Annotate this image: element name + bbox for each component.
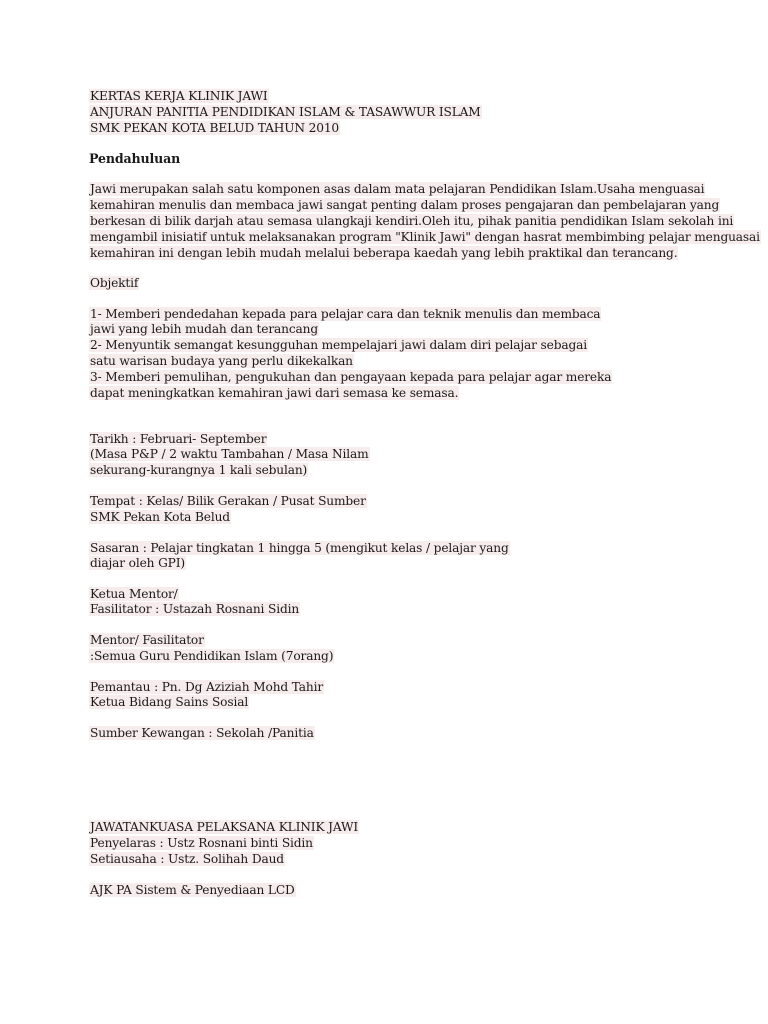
setiausaha-line: Setiausaha : Ustz. Solihah Daud — [90, 852, 284, 866]
ajk-pa-sistem-line: AJK PA Sistem & Penyediaan LCD — [90, 883, 295, 897]
sasaran-line-1: Sasaran : Pelajar tingkatan 1 hingga 5 (mengikut kelas / pelajar yang — [90, 541, 509, 555]
mentor-line-2: :Semua Guru Pendidikan Islam (7orang) — [90, 649, 334, 663]
pendahuluan-line-2: kemahiran menulis dan membaca jawi sangat penting dalam proses pengajaran dan pembelajaran yang — [90, 198, 720, 212]
pendahuluan-line-5: kemahiran ini dengan lebih mudah melalui beberapa kaedah yang lebih praktikal dan terancang. — [90, 246, 678, 260]
objektif-line-3: 2- Menyuntik semangat kesungguhan mempelajari jawi dalam diri pelajar sebagai — [90, 338, 587, 352]
sumber-kewangan-line: Sumber Kewangan : Sekolah /Panitia — [90, 726, 314, 740]
tempat-line-1: Tempat : Kelas/ Bilik Gerakan / Pusat Sumber — [90, 494, 366, 508]
objektif-line-4: satu warisan budaya yang perlu dikekalkan — [90, 354, 353, 368]
objektif-line-2: jawi yang lebih mudah dan terancang — [90, 322, 318, 336]
pemantau-line-1: Pemantau : Pn. Dg Aziziah Mohd Tahir — [90, 680, 324, 694]
doc-title-line-1: KERTAS KERJA KLINIK JAWI — [90, 89, 268, 103]
pendahuluan-line-4: mengambil inisiatif untuk melaksanakan program "Klinik Jawi" dengan hasrat membimbing pelajar menguasai — [90, 230, 760, 244]
pemantau-line-2: Ketua Bidang Sains Sosial — [90, 695, 249, 709]
ketua-mentor-line-1: Ketua Mentor/ — [90, 587, 178, 601]
tarikh-line-2: (Masa P&P / 2 waktu Tambahan / Masa Nilam — [90, 447, 369, 461]
objektif-line-1: 1- Memberi pendedahan kepada para pelajar cara dan teknik menulis dan membaca — [90, 307, 601, 321]
doc-title-line-2: ANJURAN PANITIA PENDIDIKAN ISLAM & TASAWWUR ISLAM — [90, 105, 481, 119]
tarikh-line-1: Tarikh : Februari- September — [90, 432, 267, 446]
tarikh-line-3: sekurang-kurangnya 1 kali sebulan) — [90, 463, 308, 477]
sasaran-line-2: diajar oleh GPI) — [90, 556, 185, 570]
ketua-mentor-line-2: Fasilitator : Ustazah Rosnani Sidin — [90, 602, 300, 616]
tempat-line-2: SMK Pekan Kota Belud — [90, 510, 230, 524]
penyelaras-line: Penyelaras : Ustz Rosnani binti Sidin — [90, 836, 313, 850]
objektif-line-6: dapat meningkatkan kemahiran jawi dari semasa ke semasa. — [90, 386, 459, 400]
objektif-heading: Objektif — [90, 276, 139, 290]
pendahuluan-heading: Pendahuluan — [89, 151, 181, 166]
pendahuluan-line-3: berkesan di bilik darjah atau semasa ulangkaji kendiri.Oleh itu, pihak panitia pendidikan Islam sekolah ini — [90, 214, 734, 228]
doc-title-line-3: SMK PEKAN KOTA BELUD TAHUN 2010 — [90, 121, 340, 135]
objektif-line-5: 3- Memberi pemulihan, pengukuhan dan pengayaan kepada para pelajar agar mereka — [90, 370, 612, 384]
pendahuluan-line-1: Jawi merupakan salah satu komponen asas dalam mata pelajaran Pendidikan Islam.Usaha menguasai — [90, 182, 705, 196]
mentor-line-1: Mentor/ Fasilitator — [90, 633, 204, 647]
jawatankuasa-heading: JAWATANKUASA PELAKSANA KLINIK JAWI — [90, 820, 359, 834]
